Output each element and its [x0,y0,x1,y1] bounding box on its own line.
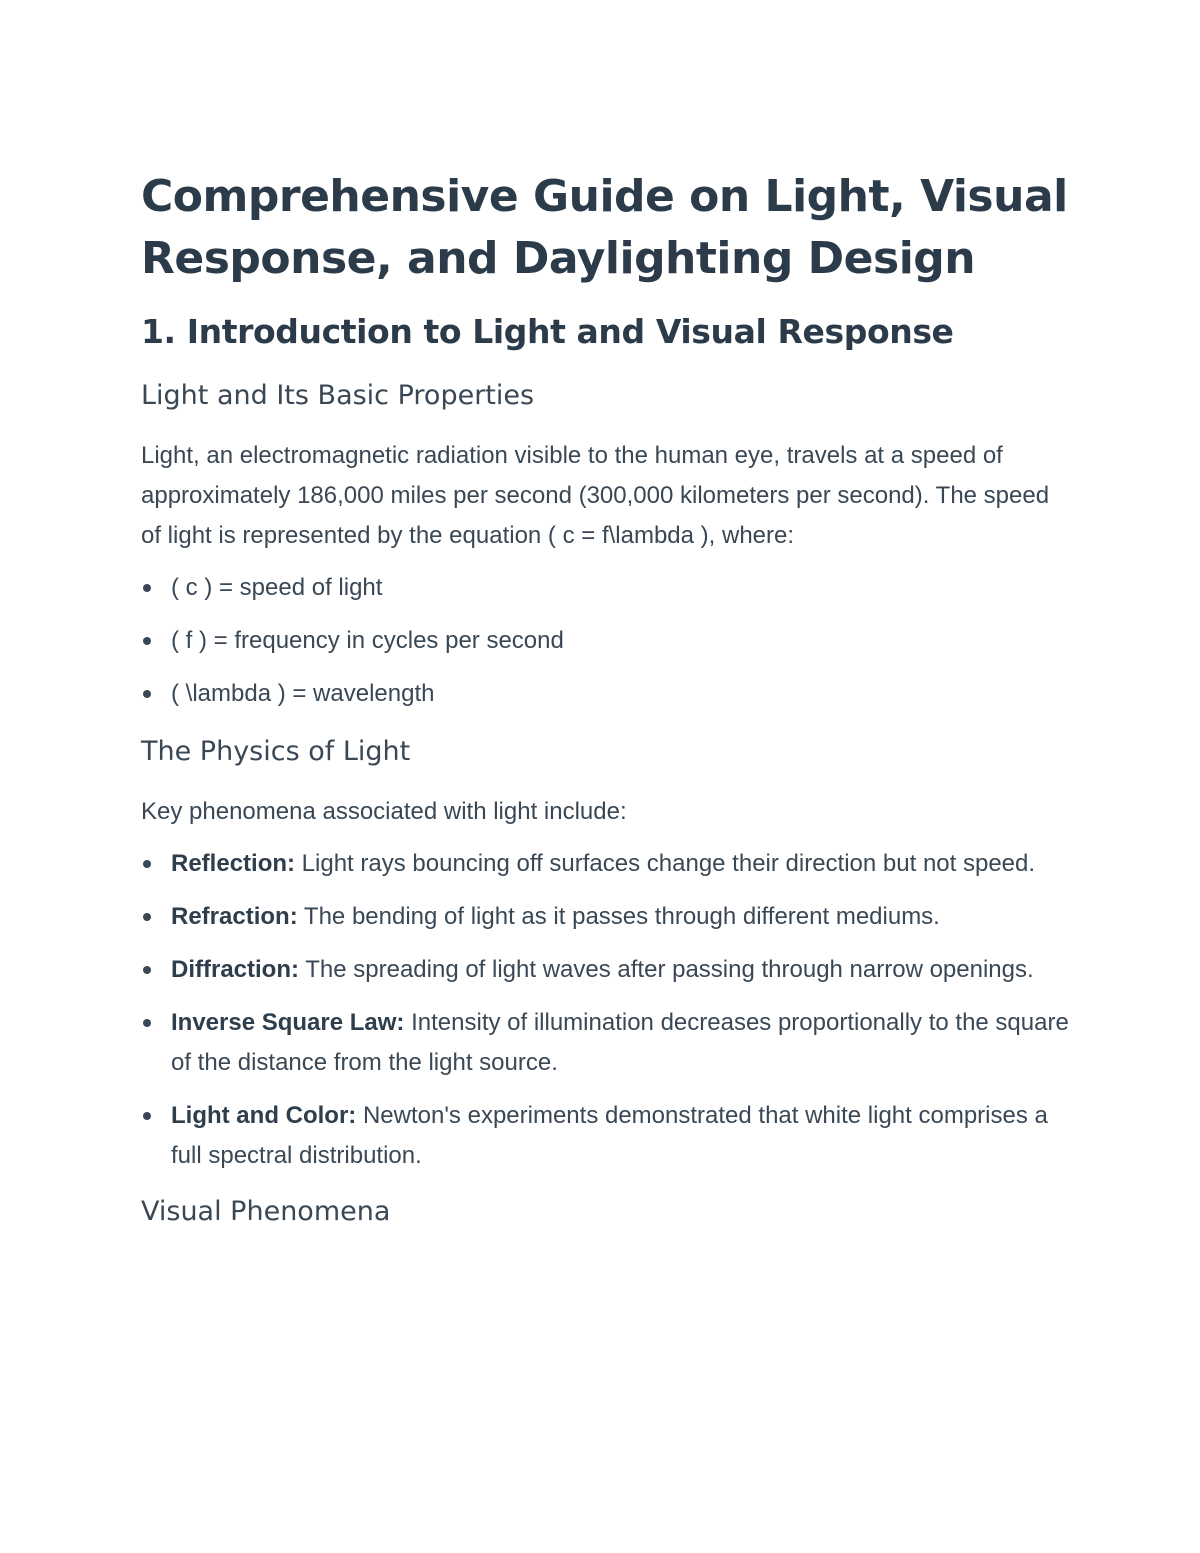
document-title: Comprehensive Guide on Light, Visual Response, and Daylighting Design [141,171,1068,284]
list-item-text: The spreading of light waves after passing through narrow openings. [299,956,1034,983]
bullet-icon [143,690,151,698]
bullet-icon [143,860,151,868]
list-item-term: Reflection: [171,850,296,877]
list-item-text: Newton's experiments demonstrated that white light comprises a full spectral distribution. [171,1102,1048,1169]
list-item-term: Inverse Square Law: [171,1009,405,1036]
list-item [141,897,1071,937]
list-item-term: Light and Color: [171,1102,357,1129]
list-item-term: Refraction: [171,903,298,930]
list-item [141,1096,1071,1176]
list-item [141,1003,1071,1083]
subsection-heading-visual-phenomena: Visual Phenomena [141,1196,391,1227]
subsection-heading-physics: The Physics of Light [141,736,411,767]
light-properties-paragraph: Light, an electromagnetic radiation visible to the human eye, travels at a speed of approximately 186,000 miles per second (300,000 kilometers per second). The speed of light is represented by the equation ( c = f\lambda ), where: [141,442,1050,549]
bullet-icon [143,1019,151,1027]
bullet-icon [143,584,151,592]
phenomena-list [141,844,1071,1176]
list-item-term: Diffraction: [171,956,299,983]
list-item [141,621,1071,661]
list-item [141,844,1071,884]
list-item-text: ( \lambda ) = wavelength [171,680,435,707]
list-item-text: ( f ) = frequency in cycles per second [171,627,564,654]
list-item-text: The bending of light as it passes through different mediums. [297,903,940,930]
list-item-text: ( c ) = speed of light [171,574,383,601]
subsection-heading-light-properties: Light and Its Basic Properties [141,380,535,411]
list-item-text: Intensity of illumination decreases proportionally to the square of the distance from the light source. [171,1009,1069,1076]
equation-variable-list [141,568,1071,714]
section-heading-introduction: 1. Introduction to Light and Visual Response [141,312,954,351]
bullet-icon [143,637,151,645]
list-item-text: Light rays bouncing off surfaces change their direction but not speed. [295,850,1036,877]
bullet-icon [143,913,151,921]
list-item [141,568,1071,608]
bullet-icon [143,966,151,974]
list-item [141,950,1071,990]
physics-paragraph: Key phenomena associated with light include: [141,798,627,825]
bullet-icon [143,1112,151,1120]
document-page [141,166,1071,1232]
list-item [141,674,1071,714]
